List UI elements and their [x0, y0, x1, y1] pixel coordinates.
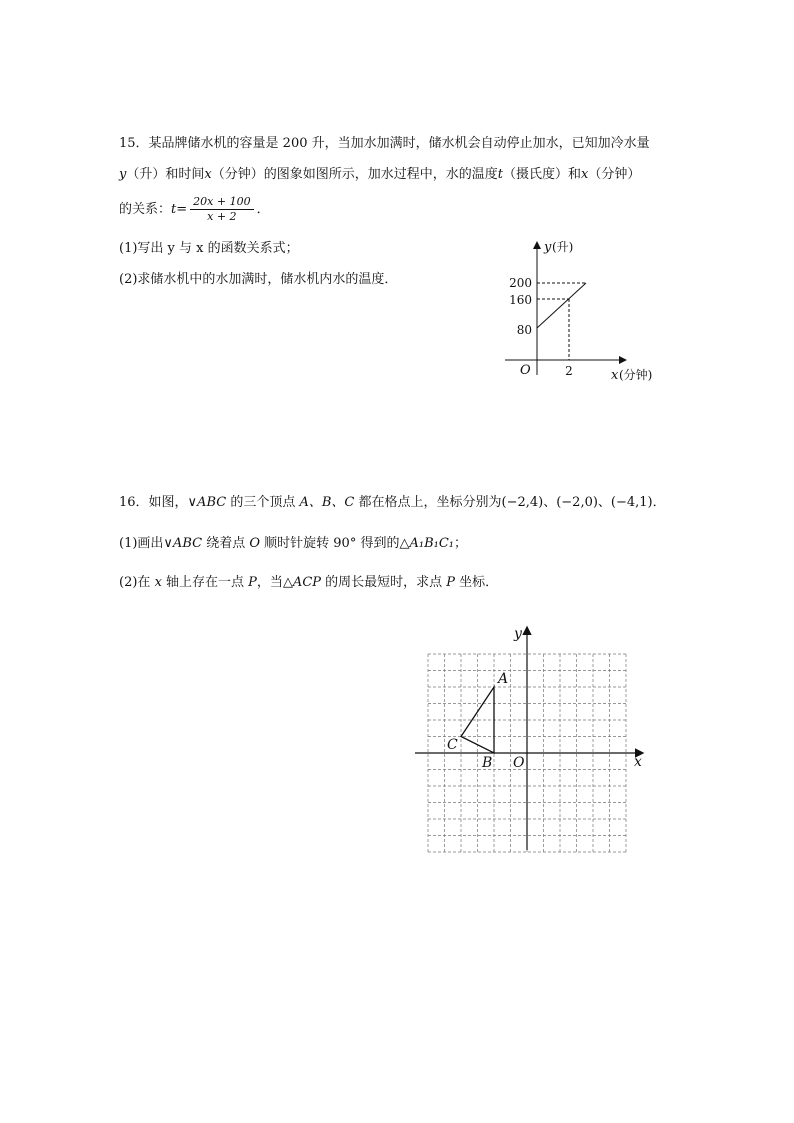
q15-part2: (2)求储水机中的水加满时，储水机内水的温度．: [119, 272, 398, 287]
var-t: t: [497, 167, 503, 182]
text-segment: (2)在: [119, 575, 155, 590]
triangle-abc: ∨ABC: [187, 495, 227, 510]
tick-x2: 2: [565, 364, 573, 378]
text-segment: （摄氏度）和: [502, 167, 581, 182]
text-segment: 绕着点: [202, 536, 250, 551]
text-segment: （分钟）的图象如图所示，加水过程中，水的温度: [211, 167, 498, 182]
text-segment: （升）和时间: [126, 167, 205, 182]
q15-line2: [119, 166, 640, 184]
origin-label: O: [520, 363, 531, 378]
var-x: x: [154, 575, 162, 590]
vertex-names: A、B、C: [299, 495, 355, 510]
text-segment: ；: [454, 536, 468, 551]
q15-line1: 15．某品牌储水机的容量是 200 升，当加水加满时，储水机会自动停止加水，已知加冷水量: [119, 136, 650, 151]
x-axis-label: x: [634, 754, 642, 770]
var-x: x: [204, 167, 212, 182]
text-segment: 都在格点上，坐标分别为: [354, 495, 502, 510]
x-axis-unit: (分钟): [619, 368, 653, 382]
fraction-denominator: x + 2: [207, 210, 237, 223]
text-segment: ．: [256, 202, 270, 217]
equals-sign: =: [176, 202, 188, 217]
triangle-a1b1c1: △A₁B₁C₁: [399, 536, 454, 551]
q15-line3: [119, 195, 270, 225]
coordinates: (−2,4)、(−2,0)、(−4,1): [501, 495, 653, 510]
text-segment: 的三个顶点: [226, 495, 300, 510]
q15-part1: (1)写出 y 与 x 的函数关系式；: [119, 241, 299, 256]
x-axis-label: x: [611, 368, 619, 383]
vertex-a-label: A: [498, 671, 509, 687]
fraction-numerator: 20x + 100: [190, 196, 253, 210]
point-o: O: [249, 536, 261, 551]
text-segment: 顺时针旋转 90° 得到的: [260, 536, 400, 551]
tick-160: 160: [509, 293, 532, 307]
text-segment: ，当: [256, 575, 283, 590]
text-segment: 的周长最短时，求点: [321, 575, 447, 590]
triangle-acp: △ACP: [282, 575, 322, 590]
vertex-b-label: B: [482, 755, 493, 771]
text-segment: 的关系：: [119, 202, 172, 217]
tick-80: 80: [516, 323, 532, 337]
vertex-c-label: C: [447, 737, 458, 753]
q16-line1: [119, 494, 666, 512]
tick-200: 200: [509, 276, 532, 290]
y-axis-label: y: [544, 240, 552, 255]
q16-part1: [119, 535, 467, 553]
text-segment: 坐标．: [455, 575, 499, 590]
function-line: [537, 283, 586, 328]
text-segment: ．: [652, 495, 666, 510]
y-axis-label: y: [514, 626, 522, 642]
text-segment: 轴上存在一点: [161, 575, 249, 590]
text-segment: 16．如图，: [119, 495, 188, 510]
text-segment: （分钟）: [588, 167, 641, 182]
origin-label: O: [513, 755, 525, 771]
y-axis-unit: (升): [552, 240, 574, 254]
point-p: P: [248, 575, 257, 590]
var-y: y: [119, 167, 127, 182]
var-t: t: [171, 202, 177, 217]
q16-grid-graph: [410, 620, 650, 855]
triangle-abc: ∨ABC: [163, 536, 203, 551]
point-p: P: [446, 575, 456, 590]
q15-graph: [500, 235, 680, 385]
text-segment: (1)画出: [119, 536, 164, 551]
var-x: x: [580, 167, 589, 182]
q16-part2: [119, 574, 498, 592]
fraction: [190, 196, 253, 223]
